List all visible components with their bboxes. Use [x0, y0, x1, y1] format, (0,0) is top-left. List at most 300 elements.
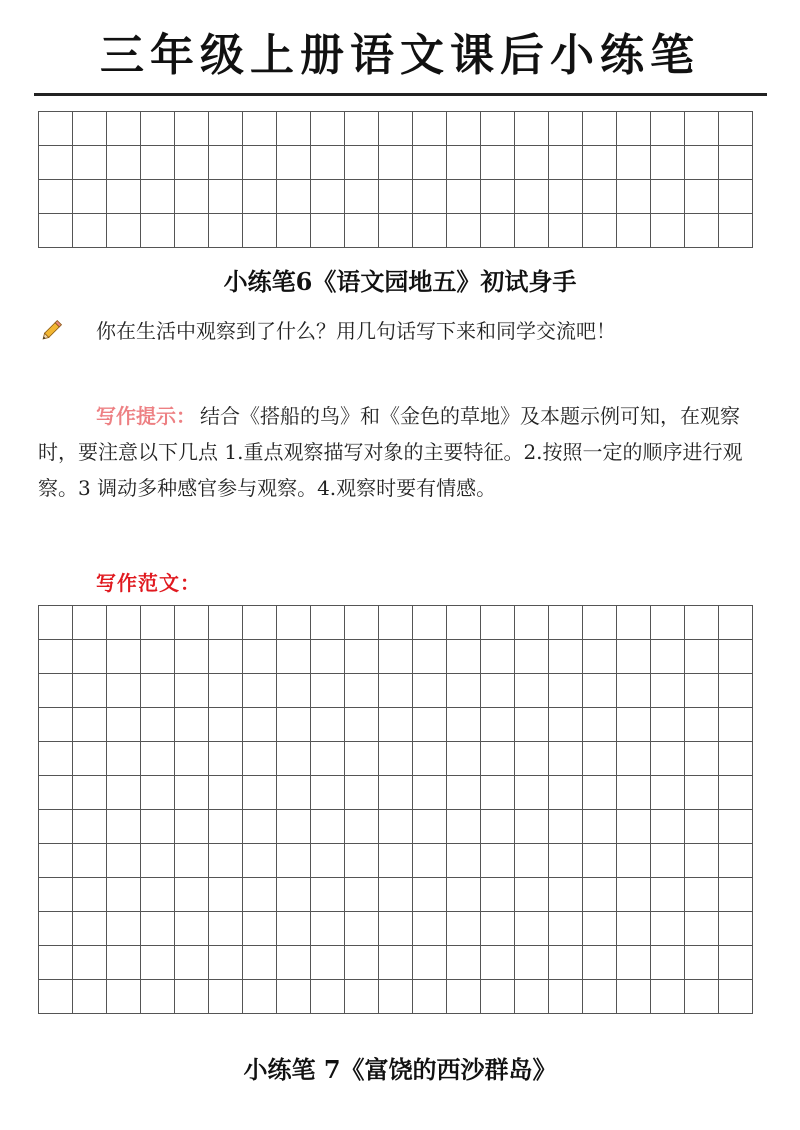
grid-cell[interactable] — [481, 214, 515, 248]
grid-cell[interactable] — [243, 810, 277, 844]
grid-cell[interactable] — [515, 112, 549, 146]
grid-cell[interactable] — [277, 146, 311, 180]
grid-cell[interactable] — [39, 946, 73, 980]
grid-cell[interactable] — [617, 112, 651, 146]
grid-cell[interactable] — [379, 980, 413, 1014]
grid-cell[interactable] — [73, 606, 107, 640]
grid-cell[interactable] — [73, 674, 107, 708]
grid-cell[interactable] — [141, 742, 175, 776]
grid-cell[interactable] — [175, 912, 209, 946]
grid-cell[interactable] — [413, 708, 447, 742]
grid-cell[interactable] — [481, 810, 515, 844]
grid-cell[interactable] — [719, 742, 753, 776]
grid-cell[interactable] — [447, 844, 481, 878]
grid-cell[interactable] — [481, 180, 515, 214]
grid-cell[interactable] — [549, 742, 583, 776]
grid-cell[interactable] — [379, 180, 413, 214]
grid-cell[interactable] — [141, 776, 175, 810]
grid-cell[interactable] — [719, 912, 753, 946]
grid-cell[interactable] — [583, 912, 617, 946]
grid-cell[interactable] — [141, 878, 175, 912]
grid-cell[interactable] — [311, 180, 345, 214]
grid-cell[interactable] — [141, 946, 175, 980]
grid-cell[interactable] — [209, 674, 243, 708]
grid-cell[interactable] — [345, 708, 379, 742]
grid-cell[interactable] — [617, 946, 651, 980]
grid-cell[interactable] — [413, 606, 447, 640]
grid-cell[interactable] — [209, 912, 243, 946]
grid-cell[interactable] — [481, 606, 515, 640]
grid-cell[interactable] — [243, 180, 277, 214]
grid-cell[interactable] — [719, 640, 753, 674]
grid-cell[interactable] — [481, 776, 515, 810]
grid-cell[interactable] — [107, 146, 141, 180]
grid-cell[interactable] — [311, 776, 345, 810]
grid-cell[interactable] — [107, 214, 141, 248]
grid-cell[interactable] — [311, 146, 345, 180]
grid-cell[interactable] — [379, 146, 413, 180]
grid-cell[interactable] — [515, 946, 549, 980]
grid-cell[interactable] — [549, 708, 583, 742]
grid-cell[interactable] — [583, 810, 617, 844]
grid-cell[interactable] — [583, 878, 617, 912]
grid-cell[interactable] — [107, 776, 141, 810]
grid-cell[interactable] — [73, 146, 107, 180]
grid-cell[interactable] — [345, 742, 379, 776]
grid-cell[interactable] — [311, 674, 345, 708]
grid-cell[interactable] — [481, 844, 515, 878]
grid-cell[interactable] — [209, 214, 243, 248]
grid-cell[interactable] — [243, 674, 277, 708]
grid-cell[interactable] — [719, 946, 753, 980]
grid-cell[interactable] — [345, 946, 379, 980]
grid-cell[interactable] — [277, 742, 311, 776]
grid-cell[interactable] — [379, 878, 413, 912]
grid-cell[interactable] — [481, 742, 515, 776]
grid-cell[interactable] — [209, 112, 243, 146]
grid-cell[interactable] — [243, 606, 277, 640]
grid-cell[interactable] — [39, 980, 73, 1014]
grid-cell[interactable] — [107, 742, 141, 776]
grid-cell[interactable] — [651, 640, 685, 674]
grid-cell[interactable] — [379, 912, 413, 946]
grid-cell[interactable] — [107, 112, 141, 146]
grid-cell[interactable] — [243, 844, 277, 878]
grid-cell[interactable] — [515, 776, 549, 810]
grid-cell[interactable] — [277, 606, 311, 640]
grid-cell[interactable] — [515, 180, 549, 214]
grid-cell[interactable] — [209, 180, 243, 214]
grid-cell[interactable] — [141, 640, 175, 674]
grid-cell[interactable] — [617, 742, 651, 776]
grid-cell[interactable] — [549, 878, 583, 912]
grid-cell[interactable] — [141, 214, 175, 248]
grid-cell[interactable] — [277, 844, 311, 878]
grid-cell[interactable] — [209, 640, 243, 674]
grid-cell[interactable] — [209, 946, 243, 980]
grid-cell[interactable] — [719, 180, 753, 214]
grid-cell[interactable] — [39, 214, 73, 248]
grid-cell[interactable] — [141, 112, 175, 146]
grid-cell[interactable] — [583, 112, 617, 146]
grid-cell[interactable] — [243, 980, 277, 1014]
grid-cell[interactable] — [549, 640, 583, 674]
grid-cell[interactable] — [73, 980, 107, 1014]
grid-cell[interactable] — [107, 606, 141, 640]
grid-cell[interactable] — [685, 674, 719, 708]
grid-cell[interactable] — [685, 180, 719, 214]
grid-cell[interactable] — [175, 878, 209, 912]
grid-cell[interactable] — [651, 146, 685, 180]
grid-cell[interactable] — [413, 640, 447, 674]
grid-cell[interactable] — [583, 742, 617, 776]
grid-cell[interactable] — [277, 912, 311, 946]
grid-cell[interactable] — [379, 844, 413, 878]
grid-cell[interactable] — [685, 708, 719, 742]
grid-cell[interactable] — [379, 112, 413, 146]
grid-cell[interactable] — [345, 214, 379, 248]
grid-cell[interactable] — [175, 112, 209, 146]
grid-cell[interactable] — [685, 742, 719, 776]
grid-cell[interactable] — [39, 742, 73, 776]
grid-cell[interactable] — [447, 146, 481, 180]
grid-cell[interactable] — [175, 844, 209, 878]
grid-cell[interactable] — [719, 844, 753, 878]
grid-cell[interactable] — [685, 776, 719, 810]
grid-cell[interactable] — [447, 640, 481, 674]
grid-cell[interactable] — [685, 946, 719, 980]
grid-cell[interactable] — [243, 946, 277, 980]
grid-cell[interactable] — [243, 912, 277, 946]
grid-cell[interactable] — [617, 708, 651, 742]
grid-cell[interactable] — [175, 146, 209, 180]
grid-cell[interactable] — [685, 844, 719, 878]
grid-cell[interactable] — [379, 776, 413, 810]
grid-cell[interactable] — [107, 844, 141, 878]
grid-cell[interactable] — [651, 180, 685, 214]
grid-cell[interactable] — [39, 146, 73, 180]
grid-cell[interactable] — [175, 946, 209, 980]
grid-cell[interactable] — [141, 980, 175, 1014]
grid-cell[interactable] — [481, 708, 515, 742]
grid-cell[interactable] — [311, 912, 345, 946]
grid-cell[interactable] — [617, 810, 651, 844]
grid-cell[interactable] — [617, 912, 651, 946]
grid-cell[interactable] — [39, 180, 73, 214]
grid-cell[interactable] — [447, 878, 481, 912]
grid-cell[interactable] — [243, 776, 277, 810]
grid-cell[interactable] — [413, 112, 447, 146]
grid-cell[interactable] — [39, 810, 73, 844]
grid-cell[interactable] — [277, 810, 311, 844]
grid-cell[interactable] — [549, 674, 583, 708]
grid-cell[interactable] — [175, 810, 209, 844]
grid-cell[interactable] — [243, 742, 277, 776]
grid-cell[interactable] — [651, 606, 685, 640]
grid-cell[interactable] — [413, 844, 447, 878]
grid-cell[interactable] — [447, 180, 481, 214]
grid-cell[interactable] — [481, 146, 515, 180]
grid-cell[interactable] — [107, 912, 141, 946]
grid-cell[interactable] — [277, 776, 311, 810]
grid-cell[interactable] — [209, 810, 243, 844]
grid-cell[interactable] — [39, 640, 73, 674]
grid-cell[interactable] — [39, 708, 73, 742]
grid-cell[interactable] — [345, 810, 379, 844]
grid-cell[interactable] — [107, 708, 141, 742]
grid-cell[interactable] — [277, 180, 311, 214]
grid-cell[interactable] — [141, 180, 175, 214]
grid-cell[interactable] — [583, 708, 617, 742]
grid-cell[interactable] — [447, 980, 481, 1014]
grid-cell[interactable] — [107, 180, 141, 214]
grid-cell[interactable] — [583, 640, 617, 674]
grid-cell[interactable] — [413, 180, 447, 214]
grid-cell[interactable] — [175, 776, 209, 810]
grid-cell[interactable] — [413, 980, 447, 1014]
grid-cell[interactable] — [515, 708, 549, 742]
grid-cell[interactable] — [583, 674, 617, 708]
grid-cell[interactable] — [447, 112, 481, 146]
grid-cell[interactable] — [73, 180, 107, 214]
grid-cell[interactable] — [549, 180, 583, 214]
grid-cell[interactable] — [243, 878, 277, 912]
grid-cell[interactable] — [685, 146, 719, 180]
grid-cell[interactable] — [549, 776, 583, 810]
grid-cell[interactable] — [651, 776, 685, 810]
grid-cell[interactable] — [175, 640, 209, 674]
grid-cell[interactable] — [277, 674, 311, 708]
grid-cell[interactable] — [651, 674, 685, 708]
grid-cell[interactable] — [141, 146, 175, 180]
grid-cell[interactable] — [175, 606, 209, 640]
grid-cell[interactable] — [447, 708, 481, 742]
grid-cell[interactable] — [175, 980, 209, 1014]
grid-cell[interactable] — [73, 844, 107, 878]
grid-cell[interactable] — [379, 640, 413, 674]
grid-cell[interactable] — [243, 112, 277, 146]
grid-cell[interactable] — [209, 742, 243, 776]
grid-cell[interactable] — [277, 878, 311, 912]
grid-cell[interactable] — [73, 640, 107, 674]
grid-cell[interactable] — [549, 214, 583, 248]
grid-cell[interactable] — [141, 606, 175, 640]
grid-cell[interactable] — [311, 606, 345, 640]
grid-cell[interactable] — [209, 980, 243, 1014]
grid-cell[interactable] — [515, 844, 549, 878]
grid-cell[interactable] — [107, 878, 141, 912]
grid-cell[interactable] — [277, 946, 311, 980]
grid-cell[interactable] — [413, 742, 447, 776]
grid-cell[interactable] — [583, 180, 617, 214]
grid-cell[interactable] — [447, 776, 481, 810]
grid-cell[interactable] — [379, 742, 413, 776]
grid-cell[interactable] — [481, 946, 515, 980]
grid-cell[interactable] — [549, 980, 583, 1014]
grid-cell[interactable] — [651, 112, 685, 146]
writing-grid-bottom[interactable] — [38, 605, 753, 1014]
grid-cell[interactable] — [583, 776, 617, 810]
grid-cell[interactable] — [719, 810, 753, 844]
grid-cell[interactable] — [515, 742, 549, 776]
grid-cell[interactable] — [447, 674, 481, 708]
grid-cell[interactable] — [685, 640, 719, 674]
grid-cell[interactable] — [39, 912, 73, 946]
grid-cell[interactable] — [583, 844, 617, 878]
grid-cell[interactable] — [209, 844, 243, 878]
grid-cell[interactable] — [617, 980, 651, 1014]
grid-cell[interactable] — [73, 214, 107, 248]
grid-cell[interactable] — [209, 606, 243, 640]
grid-cell[interactable] — [39, 776, 73, 810]
grid-cell[interactable] — [73, 878, 107, 912]
grid-cell[interactable] — [141, 912, 175, 946]
grid-cell[interactable] — [719, 776, 753, 810]
grid-cell[interactable] — [39, 844, 73, 878]
grid-cell[interactable] — [481, 640, 515, 674]
grid-cell[interactable] — [73, 912, 107, 946]
grid-cell[interactable] — [651, 844, 685, 878]
grid-cell[interactable] — [515, 674, 549, 708]
grid-cell[interactable] — [345, 640, 379, 674]
grid-cell[interactable] — [549, 810, 583, 844]
grid-cell[interactable] — [311, 946, 345, 980]
grid-cell[interactable] — [617, 214, 651, 248]
grid-cell[interactable] — [311, 214, 345, 248]
grid-cell[interactable] — [685, 810, 719, 844]
grid-cell[interactable] — [413, 674, 447, 708]
grid-cell[interactable] — [413, 214, 447, 248]
grid-cell[interactable] — [481, 878, 515, 912]
grid-cell[interactable] — [73, 810, 107, 844]
grid-cell[interactable] — [141, 810, 175, 844]
grid-cell[interactable] — [651, 810, 685, 844]
grid-cell[interactable] — [583, 980, 617, 1014]
grid-cell[interactable] — [583, 606, 617, 640]
grid-cell[interactable] — [107, 810, 141, 844]
grid-cell[interactable] — [345, 146, 379, 180]
grid-cell[interactable] — [651, 214, 685, 248]
grid-cell[interactable] — [141, 844, 175, 878]
grid-cell[interactable] — [685, 980, 719, 1014]
grid-cell[interactable] — [277, 980, 311, 1014]
grid-cell[interactable] — [549, 912, 583, 946]
grid-cell[interactable] — [107, 640, 141, 674]
grid-cell[interactable] — [719, 112, 753, 146]
grid-cell[interactable] — [413, 146, 447, 180]
grid-cell[interactable] — [549, 146, 583, 180]
grid-cell[interactable] — [345, 112, 379, 146]
grid-cell[interactable] — [617, 146, 651, 180]
grid-cell[interactable] — [583, 946, 617, 980]
grid-cell[interactable] — [651, 980, 685, 1014]
grid-cell[interactable] — [583, 146, 617, 180]
grid-cell[interactable] — [209, 146, 243, 180]
grid-cell[interactable] — [73, 776, 107, 810]
grid-cell[interactable] — [515, 980, 549, 1014]
grid-cell[interactable] — [617, 776, 651, 810]
grid-cell[interactable] — [481, 912, 515, 946]
grid-cell[interactable] — [345, 878, 379, 912]
grid-cell[interactable] — [719, 214, 753, 248]
grid-cell[interactable] — [39, 878, 73, 912]
grid-cell[interactable] — [685, 214, 719, 248]
grid-cell[interactable] — [651, 708, 685, 742]
grid-cell[interactable] — [243, 708, 277, 742]
grid-cell[interactable] — [719, 674, 753, 708]
grid-cell[interactable] — [481, 674, 515, 708]
grid-cell[interactable] — [549, 112, 583, 146]
grid-cell[interactable] — [617, 878, 651, 912]
grid-cell[interactable] — [73, 946, 107, 980]
grid-cell[interactable] — [311, 742, 345, 776]
grid-cell[interactable] — [39, 674, 73, 708]
grid-cell[interactable] — [515, 214, 549, 248]
grid-cell[interactable] — [413, 810, 447, 844]
grid-cell[interactable] — [447, 946, 481, 980]
grid-cell[interactable] — [107, 980, 141, 1014]
grid-cell[interactable] — [685, 112, 719, 146]
grid-cell[interactable] — [277, 640, 311, 674]
grid-cell[interactable] — [39, 112, 73, 146]
grid-cell[interactable] — [651, 946, 685, 980]
grid-cell[interactable] — [379, 606, 413, 640]
grid-cell[interactable] — [209, 708, 243, 742]
grid-cell[interactable] — [379, 946, 413, 980]
grid-cell[interactable] — [515, 810, 549, 844]
grid-cell[interactable] — [617, 606, 651, 640]
grid-cell[interactable] — [549, 606, 583, 640]
grid-cell[interactable] — [447, 606, 481, 640]
grid-cell[interactable] — [651, 742, 685, 776]
grid-cell[interactable] — [413, 946, 447, 980]
grid-cell[interactable] — [277, 214, 311, 248]
grid-cell[interactable] — [175, 180, 209, 214]
grid-cell[interactable] — [379, 214, 413, 248]
grid-cell[interactable] — [549, 946, 583, 980]
grid-cell[interactable] — [481, 112, 515, 146]
grid-cell[interactable] — [175, 708, 209, 742]
grid-cell[interactable] — [685, 912, 719, 946]
grid-cell[interactable] — [719, 146, 753, 180]
grid-cell[interactable] — [719, 878, 753, 912]
grid-cell[interactable] — [685, 606, 719, 640]
grid-cell[interactable] — [583, 214, 617, 248]
grid-cell[interactable] — [481, 980, 515, 1014]
grid-cell[interactable] — [651, 878, 685, 912]
grid-cell[interactable] — [311, 844, 345, 878]
grid-cell[interactable] — [515, 146, 549, 180]
grid-cell[interactable] — [175, 742, 209, 776]
grid-cell[interactable] — [243, 640, 277, 674]
grid-cell[interactable] — [277, 112, 311, 146]
grid-cell[interactable] — [141, 708, 175, 742]
grid-cell[interactable] — [345, 844, 379, 878]
grid-cell[interactable] — [73, 708, 107, 742]
grid-cell[interactable] — [311, 878, 345, 912]
grid-cell[interactable] — [413, 878, 447, 912]
grid-cell[interactable] — [345, 912, 379, 946]
grid-cell[interactable] — [447, 912, 481, 946]
grid-cell[interactable] — [175, 674, 209, 708]
grid-cell[interactable] — [345, 980, 379, 1014]
grid-cell[interactable] — [719, 980, 753, 1014]
grid-cell[interactable] — [413, 912, 447, 946]
grid-cell[interactable] — [39, 606, 73, 640]
grid-cell[interactable] — [549, 844, 583, 878]
grid-cell[interactable] — [311, 810, 345, 844]
grid-cell[interactable] — [617, 640, 651, 674]
